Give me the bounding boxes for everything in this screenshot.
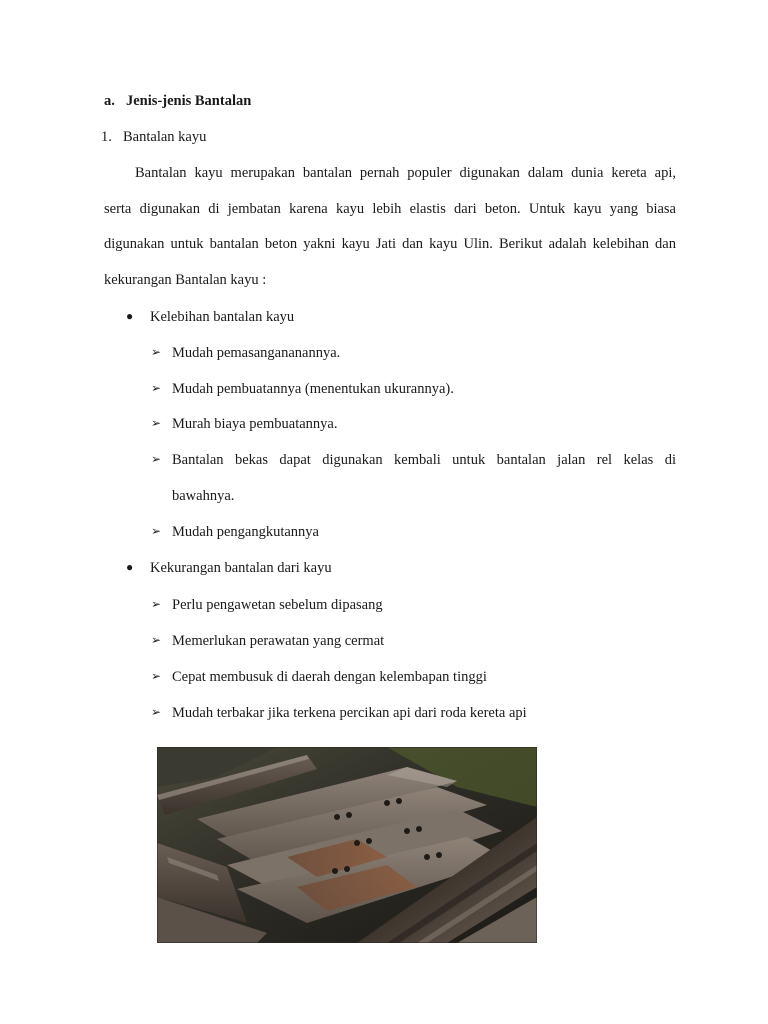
- bullet-icon: ●: [126, 309, 134, 323]
- advantages-heading: [126, 309, 294, 326]
- list-item-text: Mudah pengangkutannya: [172, 524, 319, 540]
- list-item: [151, 669, 487, 686]
- arrow-bullet-icon: ➢: [151, 524, 162, 538]
- list-item: [151, 345, 340, 362]
- arrow-bullet-icon: ➢: [151, 381, 162, 395]
- list-item: [151, 416, 337, 433]
- list-item: [151, 705, 527, 722]
- paragraph-line: Bantalan kayu merupakan bantalan pernah populer digunakan dalam dunia kereta api,: [135, 165, 676, 181]
- list-item: [151, 524, 319, 541]
- arrow-bullet-icon: ➢: [151, 597, 162, 611]
- bullet-icon: ●: [126, 560, 134, 574]
- arrow-bullet-icon: ➢: [151, 416, 162, 430]
- disadvantages-title: Kekurangan bantalan dari kayu: [150, 560, 332, 576]
- sub-heading: [101, 129, 206, 146]
- section-heading: [104, 93, 251, 110]
- list-item: [151, 381, 454, 398]
- list-item-text: Mudah terbakar jika terkena percikan api dari roda kereta api: [172, 705, 527, 721]
- section-title: Jenis-jenis Bantalan: [126, 93, 252, 109]
- sub-heading-title: Bantalan kayu: [123, 129, 207, 145]
- list-item-continuation: bawahnya.: [172, 488, 235, 504]
- list-item-text: Perlu pengawetan sebelum dipasang: [172, 597, 383, 613]
- list-item-text: Memerlukan perawatan yang cermat: [172, 633, 385, 649]
- advantages-title: Kelebihan bantalan kayu: [150, 309, 295, 325]
- list-item-text: Mudah pemasangananannya.: [172, 345, 341, 361]
- arrow-bullet-icon: ➢: [151, 669, 162, 683]
- paragraph-line: digunakan untuk bantalan beton yakni kayu Jati dan kayu Ulin. Berikut adalah kelebihan dan: [104, 236, 676, 252]
- list-item: [151, 452, 676, 469]
- list-item-text: Cepat membusuk di daerah dengan kelembapan tinggi: [172, 669, 487, 685]
- wooden-sleepers-photo: [157, 747, 537, 943]
- list-item-text: Bantalan bekas dapat digunakan kembali untuk bantalan jalan rel kelas di: [172, 452, 676, 468]
- list-item: [151, 633, 384, 650]
- section-letter: a.: [104, 93, 115, 109]
- arrow-bullet-icon: ➢: [151, 705, 162, 719]
- paragraph-line: kekurangan Bantalan kayu :: [104, 272, 267, 288]
- paragraph-line: serta digunakan di jembatan karena kayu lebih elastis dari beton. Untuk kayu yang biasa: [104, 201, 676, 217]
- sub-heading-number: 1.: [101, 129, 112, 145]
- list-item-text: Murah biaya pembuatannya.: [172, 416, 338, 432]
- arrow-bullet-icon: ➢: [151, 452, 162, 466]
- disadvantages-heading: [126, 560, 332, 577]
- list-item-text: Mudah pembuatannya (menentukan ukurannya).: [172, 381, 454, 397]
- list-item: [151, 597, 383, 614]
- arrow-bullet-icon: ➢: [151, 633, 162, 647]
- arrow-bullet-icon: ➢: [151, 345, 162, 359]
